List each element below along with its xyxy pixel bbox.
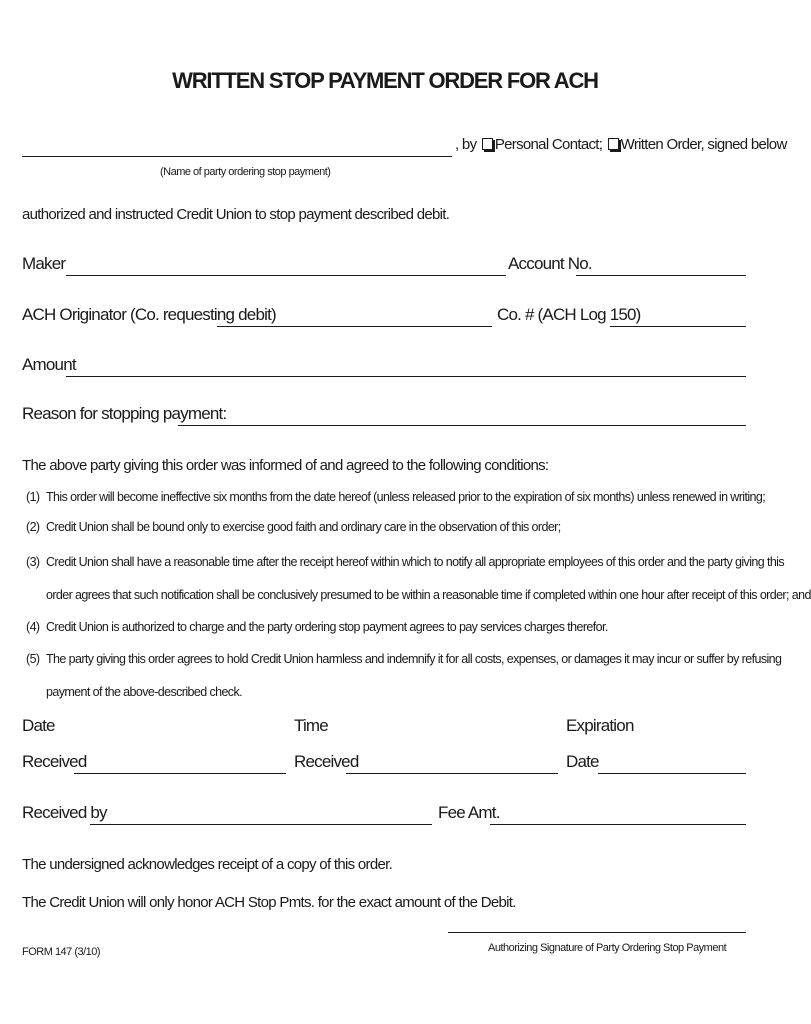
condition-item — [26, 520, 561, 534]
condition-text: Credit Union is authorized to charge and the party ordering stop payment agrees to pay services charges therefor. — [46, 620, 608, 634]
condition-text: Credit Union shall be bound only to exercise good faith and ordinary care in the observation of this order; — [46, 520, 561, 534]
by-options — [455, 136, 787, 153]
written-order-checkbox[interactable] — [608, 138, 619, 150]
condition-item — [26, 490, 765, 504]
condition-item — [26, 620, 608, 634]
form-id: FORM 147 (3/10) — [22, 946, 101, 958]
account-label: Account No. — [508, 254, 592, 273]
by-prefix: , by — [455, 136, 477, 153]
condition-text: The party giving this order agrees to hold Credit Union harmless and indemnify it for all costs, expenses, or damages it may incur or suffer by refusing — [46, 652, 782, 666]
form-title: WRITTEN STOP PAYMENT ORDER FOR ACH — [172, 68, 598, 93]
condition-number: (1) — [26, 490, 40, 504]
personal-contact-checkbox[interactable] — [482, 138, 493, 150]
amount-label: Amount — [22, 355, 76, 374]
honor-text: The Credit Union will only honor ACH Stop Pmts. for the exact amount of the Debit. — [22, 894, 516, 911]
maker-field[interactable] — [66, 275, 506, 276]
ack-text: The undersigned acknowledges receipt of a copy of this order. — [22, 856, 393, 873]
expiration-date-label-2: Date — [566, 752, 599, 771]
name-field-line[interactable] — [22, 156, 452, 157]
condition-number: (5) — [26, 652, 40, 666]
condition-number: (4) — [26, 620, 40, 634]
condition-text-continued: payment of the above-described check. — [46, 685, 242, 699]
conditions-intro: The above party giving this order was informed of and agreed to the following conditions: — [22, 457, 549, 474]
reason-field[interactable] — [178, 425, 746, 426]
reason-label: Reason for stopping payment: — [22, 404, 227, 423]
expiration-date-field[interactable] — [598, 773, 746, 774]
date-received-field[interactable] — [74, 773, 286, 774]
signature-caption: Authorizing Signature of Party Ordering Stop Payment — [488, 942, 727, 954]
co-field[interactable] — [610, 326, 746, 327]
account-field[interactable] — [576, 275, 746, 276]
time-received-field[interactable] — [346, 773, 558, 774]
originator-field[interactable] — [217, 326, 492, 327]
co-label: Co. # (ACH Log 150) — [497, 305, 641, 324]
condition-text: This order will become ineffective six months from the date hereof (unless released prior to the expiration of six months) unless renewed in writing; — [46, 490, 766, 504]
personal-contact-label: Personal Contact; — [494, 136, 603, 153]
condition-text-continued: order agrees that such notification shall be conclusively presumed to be within a reasonable time if completed within one hour after receipt of this order; and — [46, 588, 811, 602]
originator-label: ACH Originator (Co. requesting debit) — [22, 305, 276, 324]
authorized-text: authorized and instructed Credit Union to stop payment described debit. — [22, 206, 450, 223]
amount-field[interactable] — [66, 376, 746, 377]
name-caption: (Name of party ordering stop payment) — [160, 166, 331, 178]
signature-field[interactable] — [448, 932, 746, 933]
date-received-label-2: Received — [22, 752, 87, 771]
fee-label: Fee Amt. — [438, 803, 500, 822]
condition-item — [26, 555, 784, 569]
condition-number: (3) — [26, 555, 40, 569]
date-received-label-1: Date — [22, 716, 55, 735]
condition-item — [26, 652, 781, 666]
received-by-label: Received by — [22, 803, 107, 822]
time-received-label-2: Received — [294, 752, 359, 771]
condition-text: Credit Union shall have a reasonable time after the receipt hereof within which to notify all appropriate employees of this order and the party giving this — [46, 555, 785, 569]
fee-field[interactable] — [490, 824, 746, 825]
maker-label: Maker — [22, 254, 66, 273]
written-order-label: Written Order, signed below — [620, 136, 787, 153]
received-by-field[interactable] — [90, 824, 432, 825]
condition-number: (2) — [26, 520, 40, 534]
expiration-date-label-1: Expiration — [566, 716, 634, 735]
time-received-label-1: Time — [294, 716, 328, 735]
